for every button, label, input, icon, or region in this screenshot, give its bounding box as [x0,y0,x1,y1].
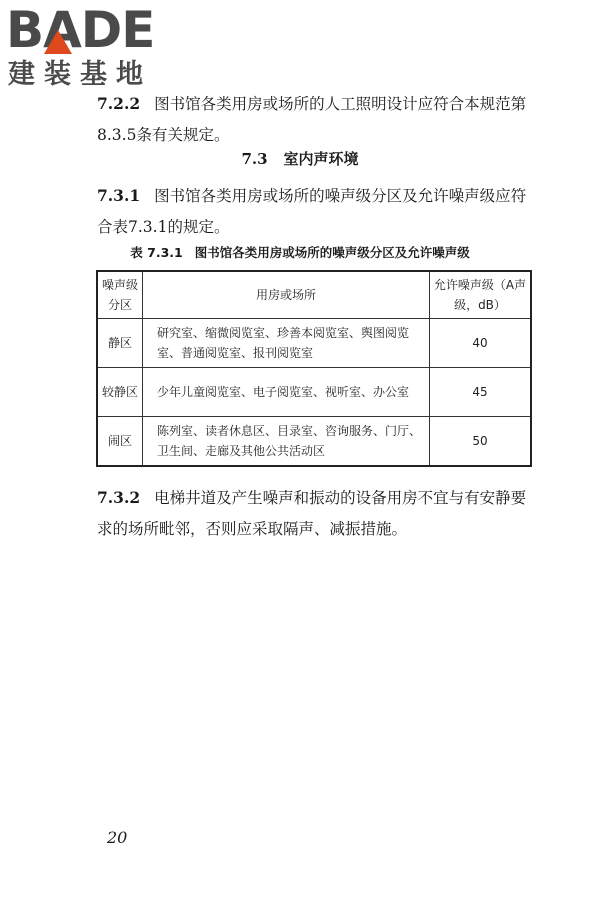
rooms-cell: 陈列室、读者休息区、目录室、咨询服务、门厅、卫生间、走廊及其他公共活动区 [143,417,430,467]
table-row [97,368,531,417]
clause-7-3-1 [97,180,537,243]
rooms-cell: 少年儿童阅览室、电子阅览室、视听室、办公室 [143,368,430,417]
bade-logo [6,1,176,94]
clause-text: 图书馆各类用房或场所的人工照明设计应符合本规范第8.3.5条有关规定。 [97,95,527,144]
clause-7-2-2 [97,88,537,151]
logo-accent-triangle [44,30,72,54]
header-rooms: 用房或场所 [143,271,430,319]
section-heading [0,148,600,169]
table-row [97,319,531,368]
zone-cell: 静区 [97,319,143,368]
page-number: 20 [107,828,128,847]
table-caption [0,243,600,261]
section-number: 7.3 [241,150,268,168]
table-row [97,417,531,467]
clause-7-3-2 [97,482,537,545]
table-caption-number: 表 7.3.1 [130,245,183,260]
table-caption-title: 图书馆各类用房或场所的噪声级分区及允许噪声级 [194,245,470,260]
level-cell: 50 [430,417,532,467]
clause-text: 电梯井道及产生噪声和振动的设备用房不宜与有安静要求的场所毗邻，否则应采取隔声、减振措施。 [97,489,527,538]
zone-cell: 闹区 [97,417,143,467]
level-cell: 40 [430,319,532,368]
logo-wordmark: BADE [6,1,155,59]
clause-text: 图书馆各类用房或场所的噪声级分区及允许噪声级应符合表7.3.1的规定。 [97,187,527,236]
clause-number: 7.3.2 [97,488,141,507]
header-level: 允许噪声级（A声级，dB） [430,271,532,319]
header-zone: 噪声级分区 [97,271,143,319]
table-header-row [97,271,531,319]
zone-cell: 较静区 [97,368,143,417]
noise-level-table [96,270,532,467]
logo-subtitle: 建装基地 [8,59,152,90]
clause-number: 7.2.2 [97,94,141,113]
level-cell: 45 [430,368,532,417]
section-title: 室内声环境 [283,150,359,168]
rooms-cell: 研究室、缩微阅览室、珍善本阅览室、舆图阅览室、普通阅览室、报刊阅览室 [143,319,430,368]
clause-number: 7.3.1 [97,186,141,205]
